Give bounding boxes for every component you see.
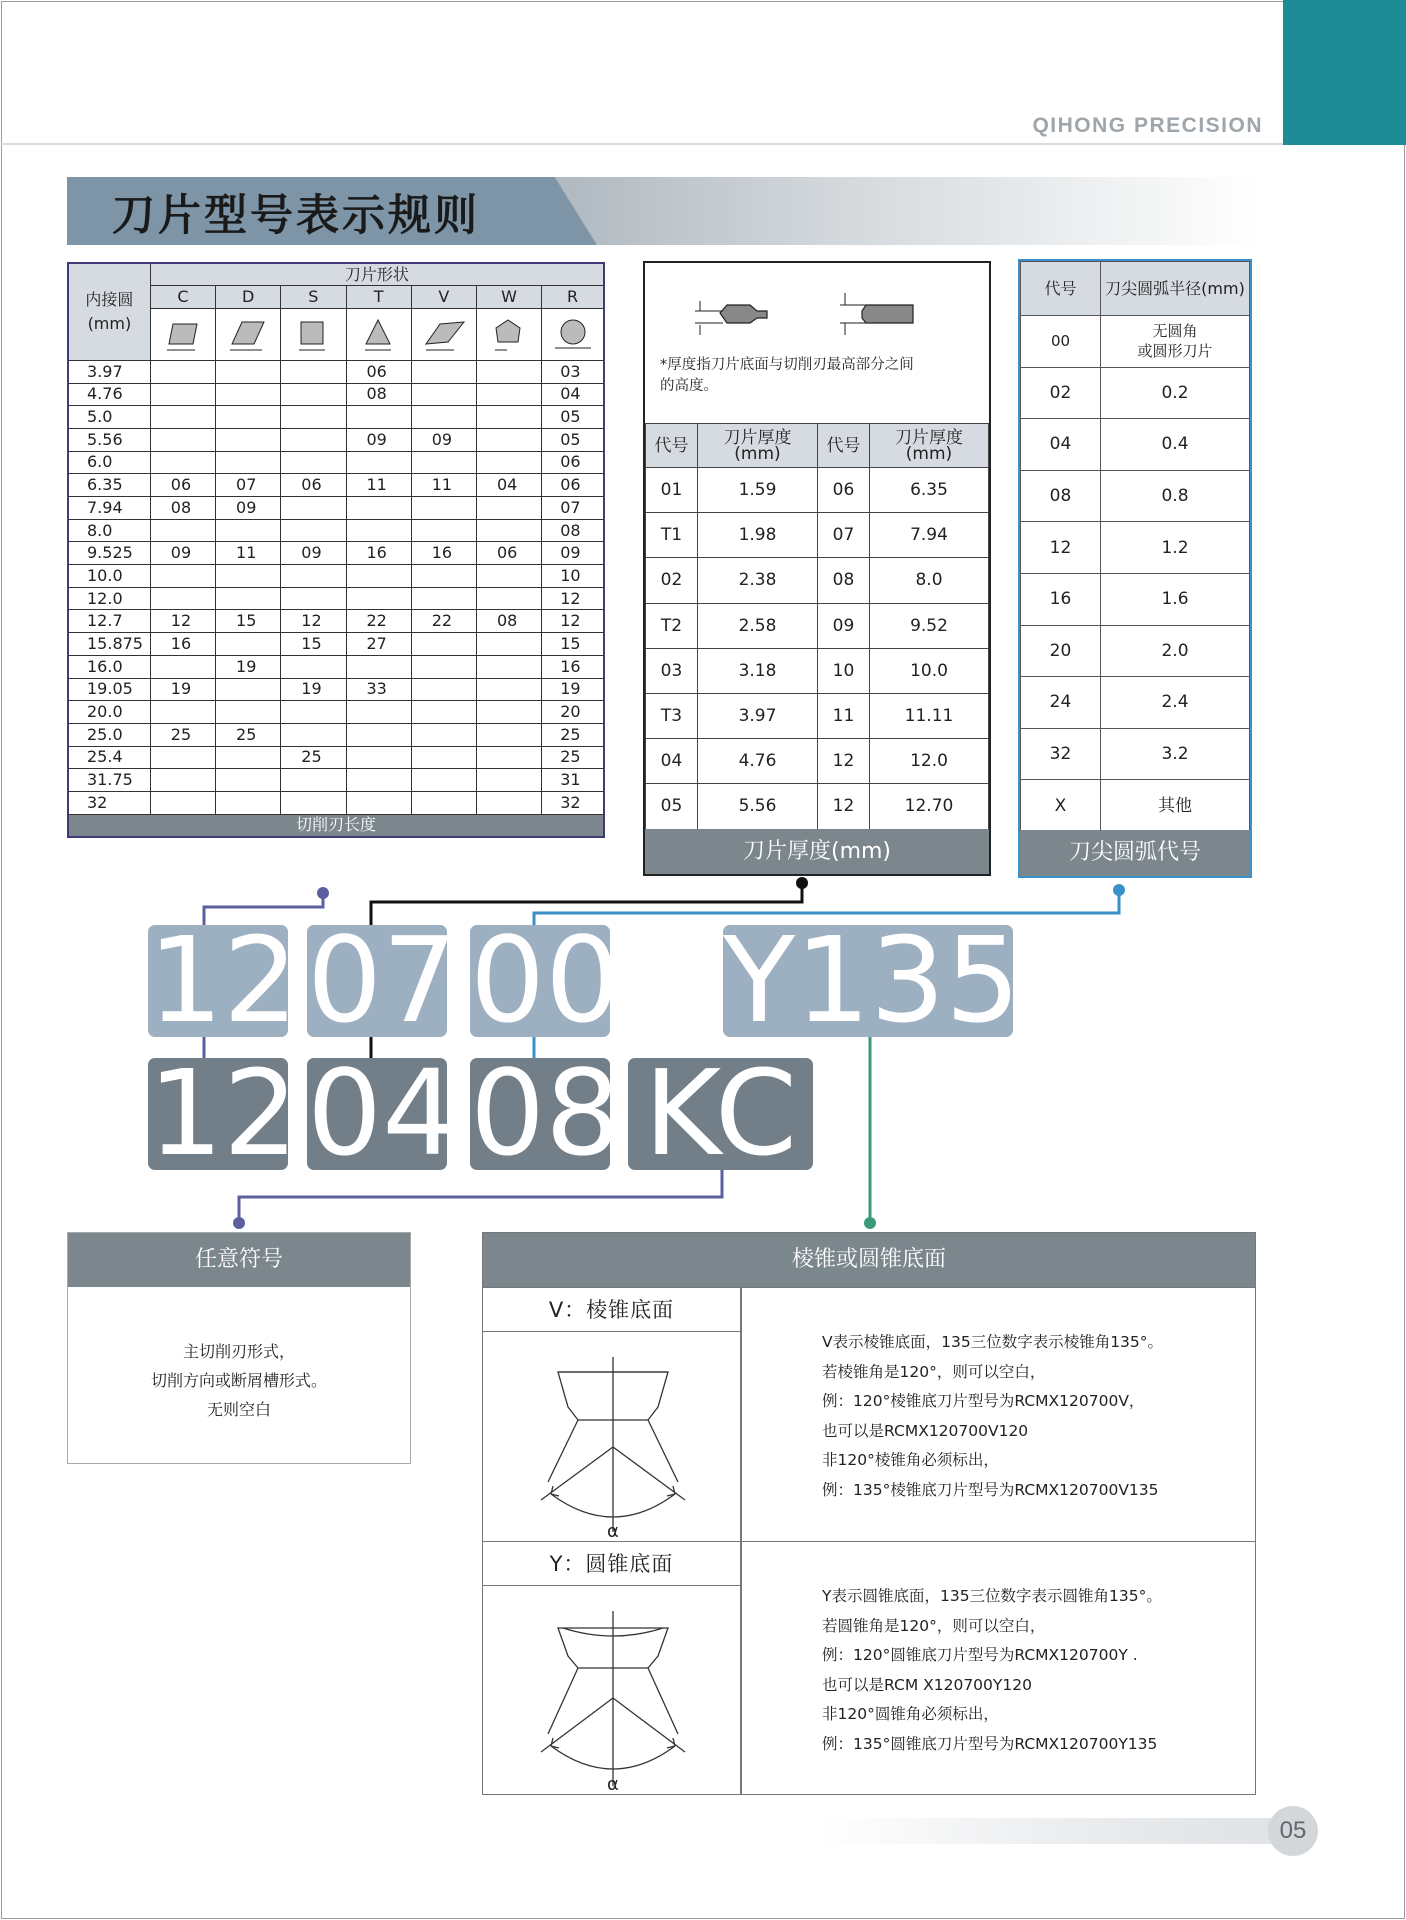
code-top-2: 07	[307, 911, 458, 1049]
description-line: 例：135°圆锥底刀片型号为RCMX120700Y135	[822, 1734, 1158, 1753]
table-cell: 12	[281, 610, 346, 633]
code-cell: 07	[818, 513, 870, 558]
thickness-header: 刀片厚度 (mm)	[698, 424, 818, 468]
code-top-3: 00	[470, 911, 621, 1049]
option-line: 切削方向或断屑槽形式。	[150, 1371, 327, 1390]
table-cell: 25	[216, 723, 281, 746]
table-cell: 05	[542, 428, 604, 451]
thickness-header: 刀片厚度 (mm)	[870, 424, 989, 468]
code-cell: 10	[818, 648, 870, 693]
table-cell: 12	[150, 610, 215, 633]
code-cell: 08	[818, 558, 870, 603]
code-cell: 05	[646, 784, 698, 829]
code-cell: 01	[646, 468, 698, 513]
diameter-cell: 12.0	[68, 587, 150, 610]
code-cell: 12	[818, 739, 870, 784]
description-line: 例：120°圆锥底刀片型号为RCMX120700Y .	[822, 1646, 1138, 1664]
diameter-cell: 25.0	[68, 723, 150, 746]
code-cell: T3	[646, 693, 698, 738]
code-bottom-2: 04	[307, 1044, 458, 1182]
shape-col-r: R	[542, 286, 604, 309]
code-cell: 12	[1021, 522, 1101, 574]
thickness-cell: 3.97	[698, 693, 818, 738]
code-cell: 03	[646, 648, 698, 693]
code-cell: T1	[646, 513, 698, 558]
diameter-cell: 8.0	[68, 519, 150, 542]
table-cell: 10	[542, 565, 604, 588]
cone-title: 棱锥或圆锥底面	[483, 1233, 1255, 1287]
table-cell: 19	[150, 678, 215, 701]
table-cell: 06	[346, 360, 411, 383]
footer-band	[820, 1818, 1275, 1844]
code-header: 代号	[818, 424, 870, 468]
diameter-cell: 7.94	[68, 497, 150, 520]
diameter-cell: 5.56	[68, 428, 150, 451]
table-cell: 19	[216, 655, 281, 678]
diameter-cell: 6.35	[68, 474, 150, 497]
description-line: 也可以是RCM X120700Y120	[822, 1675, 1032, 1694]
table-cell: 08	[542, 519, 604, 542]
y-description	[741, 1542, 1255, 1794]
table-cell: 15	[542, 633, 604, 656]
option-symbol-block	[67, 1232, 411, 1464]
table-cell: 09	[281, 542, 346, 565]
table-cell: 07	[216, 474, 281, 497]
description-line: 非120°圆锥角必须标出，	[822, 1705, 999, 1723]
description-line: 例：120°棱锥底刀片型号为RCMX120700V，	[822, 1392, 1145, 1410]
thickness-cell: 7.94	[870, 513, 989, 558]
page-number: 05	[1268, 1806, 1318, 1856]
table-cell: 12	[542, 587, 604, 610]
code-cell: 32	[1021, 728, 1101, 780]
table-cell: 22	[411, 610, 476, 633]
table-cell: 06	[476, 542, 541, 565]
code-top-4: Y135	[723, 911, 1021, 1049]
description-line: 若圆锥角是120°，则可以空白，	[822, 1616, 1046, 1635]
table1-footer: 切削刃长度	[68, 814, 604, 837]
table-cell: 03	[542, 360, 604, 383]
table-cell: 07	[542, 497, 604, 520]
table-cell: 16	[346, 542, 411, 565]
thickness-cell: 11.11	[870, 693, 989, 738]
table-cell: 31	[542, 769, 604, 792]
table-cell: 09	[216, 497, 281, 520]
thickness-cell: 2.58	[698, 603, 818, 648]
shape-header: 刀片形状	[150, 263, 604, 286]
table-cell: 16	[150, 633, 215, 656]
code-bottom-4: KC	[628, 1058, 813, 1170]
table-cell: 22	[346, 610, 411, 633]
option-body	[68, 1287, 410, 1424]
thickness-cell: 1.59	[698, 468, 818, 513]
table-cell: 06	[542, 451, 604, 474]
table-cell: 25	[150, 723, 215, 746]
diameter-cell: 25.4	[68, 746, 150, 769]
shape-col-w: W	[476, 286, 541, 309]
radius-cell: 其他	[1101, 780, 1250, 832]
pyramid-base-icon	[483, 1332, 741, 1542]
table-cell: 16	[542, 655, 604, 678]
table2-footer: 刀片厚度(mm)	[645, 829, 989, 874]
table3-footer: 刀尖圆弧代号	[1020, 830, 1250, 876]
table-cell: 19	[542, 678, 604, 701]
code-top-1: 12	[148, 911, 299, 1049]
table-cell: 06	[542, 474, 604, 497]
code-cell: 02	[1021, 367, 1101, 419]
description-line: 例：135°棱锥底刀片型号为RCMX120700V135	[822, 1480, 1159, 1499]
table-cell: 08	[346, 383, 411, 406]
cone-base-icon	[483, 1586, 741, 1795]
diameter-cell: 5.0	[68, 406, 150, 429]
code-cell: 08	[1021, 470, 1101, 522]
table-cell: 09	[346, 428, 411, 451]
code-cell: 24	[1021, 677, 1101, 729]
table-cell: 25	[542, 723, 604, 746]
brand-name: QIHONG PRECISION	[1032, 114, 1263, 137]
svg-text:α: α	[607, 1521, 619, 1542]
table-cell: 20	[542, 701, 604, 724]
table-cell: 33	[346, 678, 411, 701]
option-line: 无则空白	[206, 1400, 271, 1419]
code-cell: 04	[1021, 419, 1101, 471]
table-cell: 04	[542, 383, 604, 406]
thickness-cell: 12.0	[870, 739, 989, 784]
diameter-cell: 19.05	[68, 678, 150, 701]
radius-cell: 2.0	[1101, 625, 1250, 677]
code-cell: 20	[1021, 625, 1101, 677]
diameter-cell: 12.7	[68, 610, 150, 633]
table-cell: 08	[150, 497, 215, 520]
table-cell: 11	[411, 474, 476, 497]
table-cell: 11	[216, 542, 281, 565]
thickness-cell: 9.52	[870, 603, 989, 648]
code-cell: 11	[818, 693, 870, 738]
table-cell: 11	[346, 474, 411, 497]
code-cell: 04	[646, 739, 698, 784]
diameter-cell: 4.76	[68, 383, 150, 406]
table-cell: 15	[216, 610, 281, 633]
code-cell: 12	[818, 784, 870, 829]
shape-col-t: T	[346, 286, 411, 309]
option-title: 任意符号	[68, 1233, 410, 1287]
code-cell: 06	[818, 468, 870, 513]
table-cell: 04	[476, 474, 541, 497]
y-diagram	[483, 1586, 741, 1795]
table-cell: 05	[542, 406, 604, 429]
code-cell: 00	[1021, 316, 1101, 368]
radius-header: 刀尖圆弧半径(mm)	[1101, 262, 1250, 316]
v-label: V：棱锥底面	[483, 1288, 741, 1332]
code-bottom-1: 12	[148, 1044, 299, 1182]
description-line: 若棱锥角是120°，则可以空白，	[822, 1362, 1046, 1381]
code-cell: X	[1021, 780, 1101, 832]
radius-cell: 0.2	[1101, 367, 1250, 419]
table-cell: 25	[542, 746, 604, 769]
description-line: V表示棱锥底面，135三位数字表示棱锥角135°。	[822, 1333, 1164, 1351]
table-cell: 16	[411, 542, 476, 565]
diameter-cell: 3.97	[68, 360, 150, 383]
v-diagram	[483, 1332, 741, 1542]
note-line-1: *厚度指刀片底面与切削刃最高部分之间	[660, 357, 914, 373]
code-cell: T2	[646, 603, 698, 648]
diameter-cell: 16.0	[68, 655, 150, 678]
y-row	[483, 1541, 1255, 1794]
thickness-cell: 5.56	[698, 784, 818, 829]
cone-base-block	[482, 1232, 1256, 1795]
option-line: 主切削刃形式，	[182, 1342, 295, 1361]
thickness-cell: 4.76	[698, 739, 818, 784]
note-line-2: 的高度。	[660, 378, 718, 394]
description-line: 也可以是RCMX120700V120	[822, 1421, 1029, 1440]
table-cell: 19	[281, 678, 346, 701]
y-label: Y：圆锥底面	[483, 1542, 741, 1586]
table-cell: 27	[346, 633, 411, 656]
shape-col-s: S	[281, 286, 346, 309]
code-cell: 16	[1021, 573, 1101, 625]
table-cell: 09	[150, 542, 215, 565]
code-cell: 09	[818, 603, 870, 648]
table-cell: 12	[542, 610, 604, 633]
corner-header: 内接圆 (mm)	[68, 263, 150, 360]
shape-col-c: C	[150, 286, 215, 309]
table-cell: 09	[411, 428, 476, 451]
radius-cell: 3.2	[1101, 728, 1250, 780]
thickness-cell: 12.70	[870, 784, 989, 829]
radius-cell: 1.6	[1101, 573, 1250, 625]
description-line: 非120°棱锥角必须标出，	[822, 1451, 999, 1469]
thickness-cell: 3.18	[698, 648, 818, 693]
v-description	[741, 1288, 1255, 1541]
code-header: 代号	[646, 424, 698, 468]
radius-cell: 无圆角 或圆形刀片	[1101, 316, 1250, 368]
svg-text:α: α	[607, 1774, 619, 1795]
table-cell: 08	[476, 610, 541, 633]
radius-cell: 0.8	[1101, 470, 1250, 522]
code-bottom-3: 08	[470, 1044, 621, 1182]
diameter-cell: 32	[68, 791, 150, 814]
shape-col-d: D	[216, 286, 281, 309]
table-cell: 15	[281, 633, 346, 656]
code-cell: 02	[646, 558, 698, 603]
table-cell: 09	[542, 542, 604, 565]
table-cell: 32	[542, 791, 604, 814]
shape-col-v: V	[411, 286, 476, 309]
diameter-cell: 31.75	[68, 769, 150, 792]
diameter-cell: 20.0	[68, 701, 150, 724]
thickness-cell: 10.0	[870, 648, 989, 693]
table-cell: 25	[281, 746, 346, 769]
thickness-cell: 8.0	[870, 558, 989, 603]
table-cell: 06	[281, 474, 346, 497]
code-header: 代号	[1021, 262, 1101, 316]
radius-cell: 2.4	[1101, 677, 1250, 729]
thickness-cell: 2.38	[698, 558, 818, 603]
diameter-cell: 15.875	[68, 633, 150, 656]
description-line: Y表示圆锥底面，135三位数字表示圆锥角135°。	[822, 1587, 1162, 1605]
diameter-cell: 6.0	[68, 451, 150, 474]
thickness-cell: 1.98	[698, 513, 818, 558]
table-cell: 06	[150, 474, 215, 497]
radius-cell: 1.2	[1101, 522, 1250, 574]
diameter-cell: 9.525	[68, 542, 150, 565]
thickness-cell: 6.35	[870, 468, 989, 513]
radius-cell: 0.4	[1101, 419, 1250, 471]
diameter-cell: 10.0	[68, 565, 150, 588]
page-title: 刀片型号表示规则	[112, 191, 480, 241]
v-row	[483, 1287, 1255, 1541]
